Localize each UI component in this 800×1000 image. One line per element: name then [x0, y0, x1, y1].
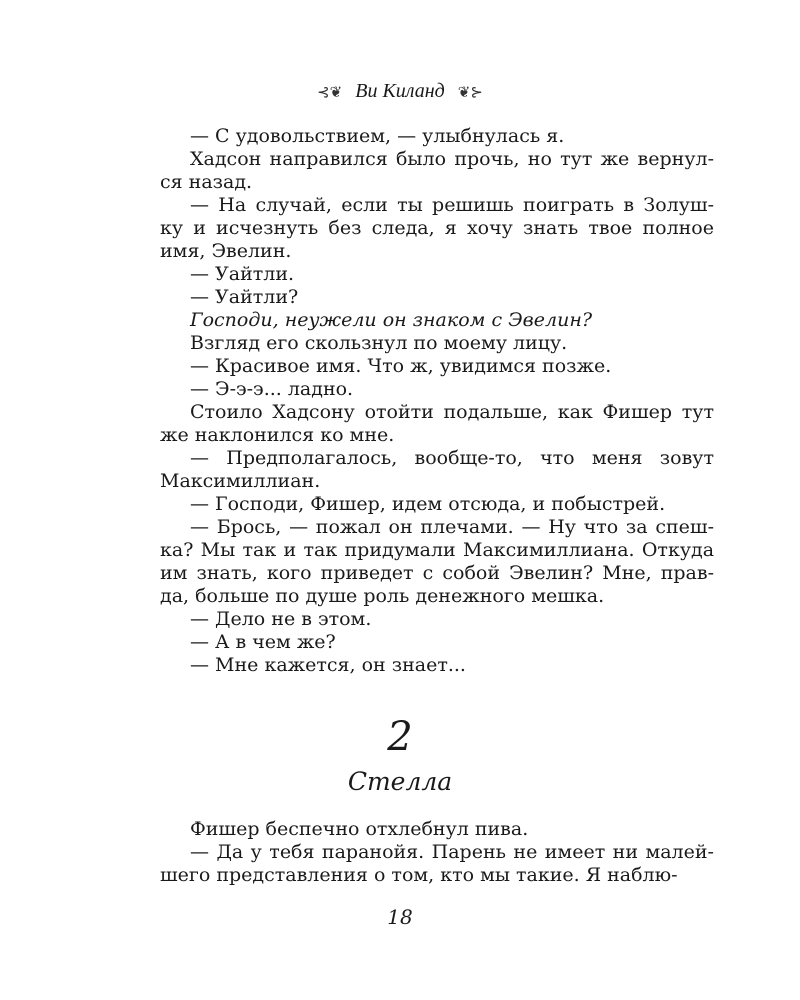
text-block-chapter-start	[130, 818, 714, 887]
text-line: — С удовольствием, — улыбнулась я.	[190, 125, 565, 147]
paragraph	[130, 332, 714, 355]
chapter-title: Стелла	[347, 767, 453, 796]
paragraph	[130, 516, 714, 608]
text-line: — Брось, — пожал он плечами. — Ну что за спеш-	[190, 516, 714, 538]
text-line: — Э-э-э... ладно.	[190, 378, 354, 400]
text-line: же наклонился ко мне.	[160, 424, 395, 446]
paragraph	[130, 355, 714, 378]
paragraph	[130, 194, 714, 263]
text-line: — Да у тебя паранойя. Парень не имеет ни малей-	[190, 841, 714, 863]
text-line: — Мне кажется, он знает...	[190, 654, 466, 676]
running-head-title: Ви Киланд	[355, 80, 445, 102]
ornament-right-icon: ❦⊱	[457, 85, 483, 101]
text-line: — Уайтли?	[190, 286, 299, 308]
paragraph	[130, 286, 714, 309]
text-line: Стоило Хадсону отойти подальше, как Фишер тут	[190, 401, 714, 423]
paragraph	[130, 378, 714, 401]
text-line: им знать, кого приведет с собой Эвелин? Мне, прав-	[160, 562, 714, 584]
text-line: ка? Мы так и так придумали Максимиллиана. Откуда	[160, 539, 715, 561]
text-line: шего представления о том, кто мы такие. Я наблю-	[160, 864, 678, 886]
text-line: Хадсон направился было прочь, но тут же вернул-	[190, 148, 714, 170]
text-line: Господи, неужели он знаком с Эвелин?	[190, 309, 593, 331]
paragraph	[130, 493, 714, 516]
paragraph	[130, 818, 714, 841]
paragraph	[130, 654, 714, 677]
text-line: — Красивое имя. Что ж, увидимся позже.	[190, 355, 612, 377]
text-line: — Предполагалось, вообще-то, что меня зовут	[190, 447, 714, 469]
text-line: Максимиллиан.	[160, 470, 321, 492]
text-line: — На случай, если ты решишь поиграть в Золуш-	[190, 194, 714, 216]
chapter-number: 2	[387, 714, 413, 760]
paragraph	[130, 148, 714, 194]
text-line: Фишер беспечно отхлебнул пива.	[190, 818, 529, 840]
text-line: — Уайтли.	[190, 263, 295, 285]
text-line: — Дело не в этом.	[190, 608, 372, 630]
paragraph	[130, 608, 714, 631]
text-line: ку и исчезнуть без следа, я хочу знать твое полное	[160, 217, 714, 239]
text-line: — А в чем же?	[190, 631, 336, 653]
paragraph	[130, 631, 714, 654]
text-line: имя, Эвелин.	[160, 240, 292, 262]
text-line: Взгляд его скользнул по моему лицу.	[190, 332, 568, 354]
paragraph	[130, 841, 714, 887]
paragraph	[130, 401, 714, 447]
paragraph	[130, 263, 714, 286]
text-block-main	[130, 125, 714, 677]
paragraph	[130, 309, 714, 332]
running-head	[0, 80, 800, 103]
paragraph	[130, 447, 714, 493]
text-line: — Господи, Фишер, идем отсюда, и побыстрей.	[190, 493, 666, 515]
text-line: ся назад.	[160, 171, 253, 193]
paragraph	[130, 125, 714, 148]
text-line: да, больше по душе роль денежного мешка.	[160, 585, 605, 607]
page-number: 18	[387, 905, 413, 929]
ornament-left-icon: ⊰❦	[317, 85, 343, 101]
